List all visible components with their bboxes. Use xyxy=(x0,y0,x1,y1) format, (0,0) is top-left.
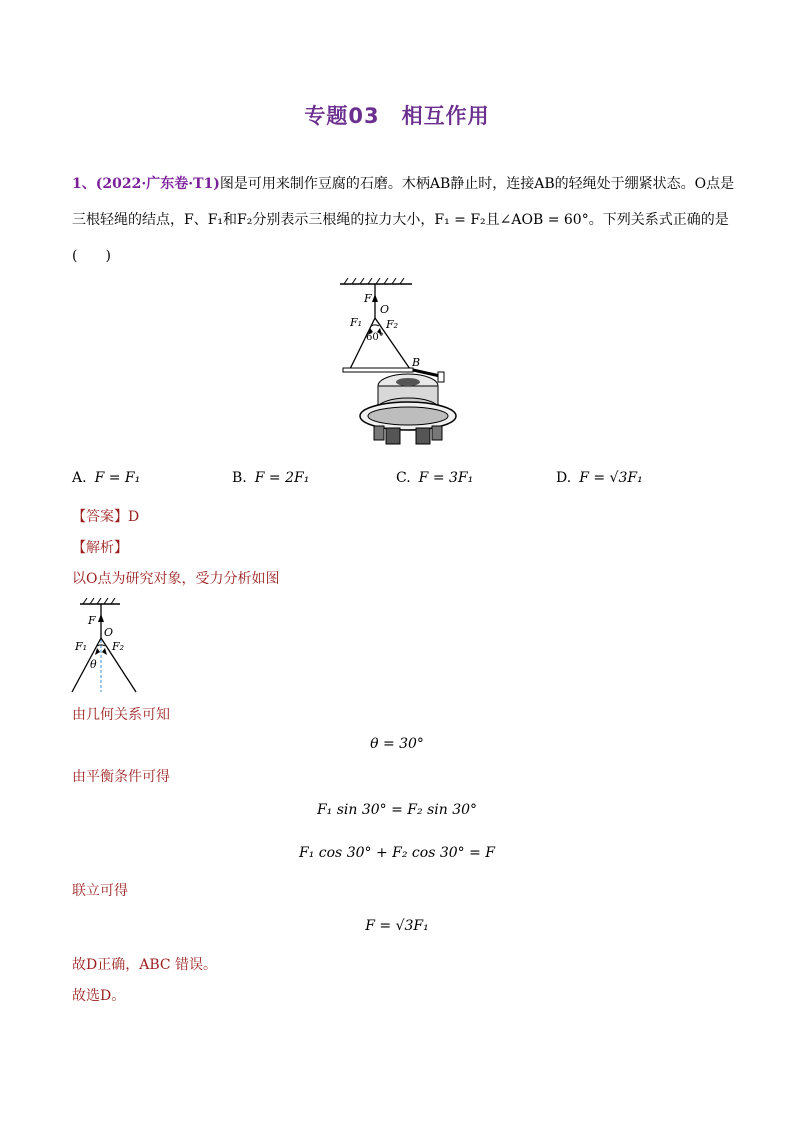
fig2-label-theta: θ xyxy=(90,658,97,671)
option-a: A. F = F₁ xyxy=(72,470,141,486)
question-number: 1、 xyxy=(72,176,96,192)
fig2-label-f1: F₁ xyxy=(75,640,88,653)
geometry-text: 由几何关系可知 xyxy=(72,707,170,723)
equilibrium-text: 由平衡条件可得 xyxy=(72,769,170,785)
fig1-label-f1: F₁ xyxy=(350,316,363,329)
conclusion-text: 故D正确，ABC 错误。 xyxy=(72,957,218,973)
option-b: B. F = 2F₁ xyxy=(232,470,310,486)
equation-theta: θ = 30° xyxy=(370,736,424,752)
millstone-figure xyxy=(330,276,460,456)
fig2-label-f2: F₂ xyxy=(112,640,125,653)
question-blank: ( ) xyxy=(72,248,111,264)
question-line-1 xyxy=(72,174,734,194)
fig1-label-f2: F₂ xyxy=(386,318,399,331)
fig1-label-f: F xyxy=(364,292,372,305)
final-answer-text: 故选D。 xyxy=(72,988,126,1004)
fig1-label-o: O xyxy=(380,303,390,316)
fig2-label-f: F xyxy=(88,614,96,627)
analysis-intro: 以O点为研究对象，受力分析如图 xyxy=(72,571,280,587)
combine-text: 联立可得 xyxy=(72,883,128,899)
question-source: (2022·广东卷·T1) xyxy=(95,176,220,192)
equation-2: F₁ cos 30° + F₂ cos 30° = F xyxy=(299,845,495,861)
question-line-2: 三根轻绳的结点，F、F₁和F₂分别表示三根绳的拉力大小，F₁ = F₂且∠AOB = 60°。下列关系式正确的是 xyxy=(72,212,729,228)
equation-1: F₁ sin 30° = F₂ sin 30° xyxy=(316,802,478,818)
force-diagram xyxy=(68,598,148,696)
fig1-label-angle: 60° xyxy=(366,332,384,343)
fig1-label-b: B xyxy=(412,356,421,369)
equation-3: F = √3F₁ xyxy=(365,918,429,934)
option-c: C. F = 3F₁ xyxy=(396,470,474,486)
answer-label: 【答案】D xyxy=(72,509,140,525)
option-d: D. F = √3F₁ xyxy=(556,470,643,486)
analysis-heading: 【解析】 xyxy=(72,540,128,556)
fig2-label-o: O xyxy=(104,626,114,639)
question-text-1: 图是可用来制作豆腐的石磨。木柄AB静止时，连接AB的轻绳处于绷紧状态。O点是 xyxy=(219,176,735,192)
page-title: 专题03 相互作用 xyxy=(304,104,490,128)
